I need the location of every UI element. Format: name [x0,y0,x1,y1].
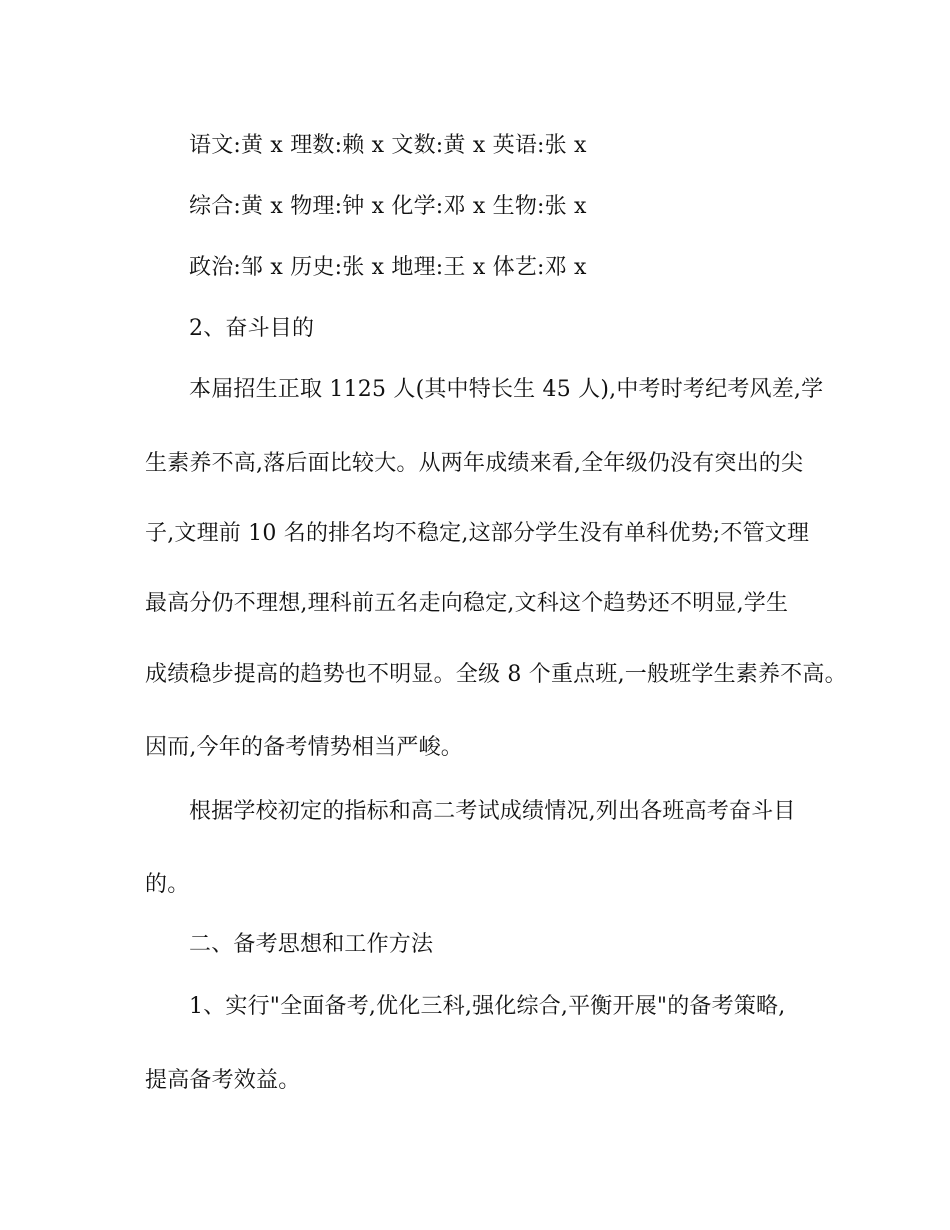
paragraph-line: 的。 [145,872,190,897]
paragraph-line: 最高分仍不理想,理科前五名走向稳定,文科这个趋势还不明显,学生 [145,591,789,616]
text-line-staff-1: 语文:黄 x 理数:赖 x 文数:黄 x 英语:张 x [189,133,587,158]
paragraph-line: 根据学校初定的指标和高二考试成绩情况,列出各班高考奋斗目 [189,799,796,824]
paragraph-line: 子,文理前 10 名的排名均不稳定,这部分学生没有单科优势;不管文理 [145,521,810,546]
text-line-staff-3: 政治:邹 x 历史:张 x 地理:王 x 体艺:邓 x [189,255,587,280]
section-heading-goal: 2、奋斗目的 [189,316,315,341]
paragraph-line: 1、实行"全面备考,优化三科,强化综合,平衡开展"的备考策略, [189,994,786,1019]
paragraph-line: 因而,今年的备考情势相当严峻。 [145,735,463,760]
paragraph-line: 提高备考效益。 [145,1068,301,1093]
paragraph-line: 成绩稳步提高的趋势也不明显。全级 8 个重点班,一般班学生素养不高。 [145,662,847,687]
paragraph-line: 本届招生正取 1125 人(其中特长生 45 人),中考时考纪考风差,学 [189,377,824,402]
text-line-staff-2: 综合:黄 x 物理:钟 x 化学:邓 x 生物:张 x [189,194,587,219]
paragraph-line: 生素养不高,落后面比较大。从两年成绩来看,全年级仍没有突出的尖 [145,451,804,476]
section-heading-strategy: 二、备考思想和工作方法 [189,932,434,957]
